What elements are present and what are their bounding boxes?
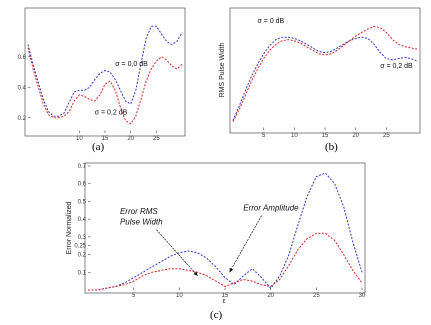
c-xtick-label-2: 15	[221, 293, 229, 299]
b-xtick-label-3: 20	[352, 133, 360, 139]
a-annotation-0: σ = 0,0 dB	[115, 60, 148, 68]
b-annotation-0: σ = 0 dB	[257, 17, 285, 25]
a-annotation-1: σ = 0,2 dB	[94, 109, 128, 117]
a-xtick-label-3: 25	[152, 136, 160, 142]
c-ytick-label-1: 0.2	[77, 252, 86, 259]
panel-b	[219, 8, 420, 153]
panel-c	[66, 163, 366, 321]
a-xtick-label-0: 10	[75, 136, 83, 142]
panel-a-frame	[25, 8, 185, 136]
caption-b: (b)	[325, 141, 338, 153]
ylabel-b: RMS Pulse Width	[219, 42, 226, 98]
caption-c: (c)	[210, 309, 223, 321]
a-ytick-label-2: 0.6	[17, 54, 26, 61]
c-annotation-0: Error RMS	[119, 206, 158, 216]
a-xtick-label-1: 15	[101, 136, 109, 142]
c-xtick-label-3: 20	[267, 293, 275, 299]
caption-a: (a)	[92, 141, 105, 153]
panel-b-frame	[230, 8, 420, 133]
c-annotation-1: Pulse Width	[119, 217, 163, 227]
a-xtick-label-2: 20	[127, 136, 135, 142]
b-xtick-label-0: 5	[261, 133, 266, 139]
b-xtick-label-4: 25	[382, 133, 390, 139]
c-ytick-label-5: 0.5	[77, 199, 86, 206]
c-ytick-label-4: 0.4	[77, 217, 86, 224]
c-ytick-label-3: 0.3	[77, 234, 86, 241]
panel-a	[18, 8, 185, 153]
panel-c-frame	[85, 163, 365, 293]
xlabel-c: ε	[222, 298, 226, 305]
b-annotation-1: σ = 0,2 dB	[380, 63, 413, 71]
b-xtick-label-2: 15	[321, 133, 329, 139]
c-ytick-label-0: 0.1	[77, 270, 86, 277]
c-xtick-label-1: 10	[175, 293, 183, 299]
c-annotation-2: Error Amplitude	[243, 203, 299, 213]
c-ytick-label-2: 0.25	[74, 243, 86, 250]
c-xtick-label-0: 5	[131, 293, 136, 299]
b-xtick-label-1: 10	[290, 133, 298, 139]
c-ytick-label-6: 0.6	[77, 181, 86, 188]
c-xtick-label-5: 30	[358, 293, 366, 299]
ylabel-c: Error Normalized	[66, 201, 73, 255]
a-ytick-label-1: 0.4	[17, 85, 26, 92]
c-ytick-label-7: 0.7	[77, 164, 86, 170]
a-ytick-label-0: 0.2	[17, 115, 26, 122]
c-xtick-label-4: 25	[312, 293, 320, 299]
